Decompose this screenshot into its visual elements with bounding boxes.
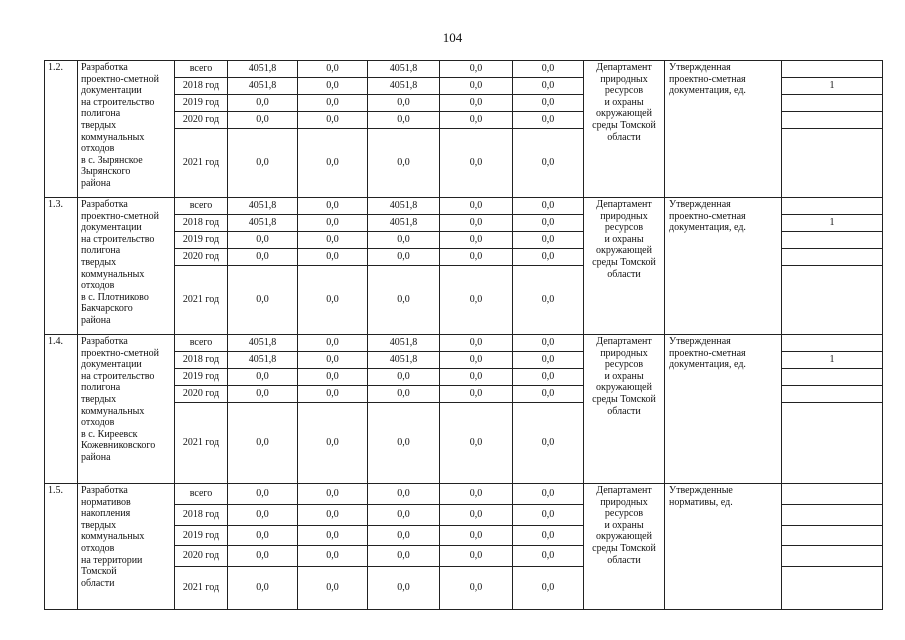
activity-name: Разработка нормативов накопления твердых коммунальных отходов на территории Томской области <box>78 484 175 610</box>
funding-value: 0,0 <box>513 403 584 484</box>
funding-value: 0,0 <box>228 129 298 198</box>
funding-value: 0,0 <box>368 129 440 198</box>
indicator-target-value <box>782 505 883 526</box>
funding-value: 0,0 <box>368 266 440 335</box>
funding-value: 0,0 <box>440 129 513 198</box>
indicator-target-value <box>782 386 883 403</box>
indicator-target-value <box>782 567 883 610</box>
responsible-department: Департамент природных ресурсов и охраны окружающей среды Томской области <box>584 335 665 484</box>
funding-value: 0,0 <box>513 352 584 369</box>
funding-value: 0,0 <box>513 61 584 78</box>
funding-value: 0,0 <box>513 232 584 249</box>
funding-value: 0,0 <box>513 567 584 610</box>
funding-value: 0,0 <box>513 369 584 386</box>
period-label: всего <box>175 198 228 215</box>
period-label: всего <box>175 484 228 505</box>
funding-value: 0,0 <box>440 112 513 129</box>
responsible-department: Департамент природных ресурсов и охраны окружающей среды Томской области <box>584 198 665 335</box>
funding-value: 4051,8 <box>228 78 298 95</box>
activity-name: Разработка проектно-сметной документации на строительство полигона твердых коммунальных отходов в с. Зырянское Зырянского района <box>78 61 175 198</box>
funding-value: 0,0 <box>228 112 298 129</box>
period-label: 2021 год <box>175 129 228 198</box>
funding-value: 0,0 <box>298 484 368 505</box>
funding-value: 0,0 <box>513 386 584 403</box>
funding-value: 0,0 <box>440 386 513 403</box>
period-label: 2019 год <box>175 232 228 249</box>
indicator-target-value <box>782 232 883 249</box>
funding-value: 0,0 <box>440 215 513 232</box>
indicator-target-value: 1 <box>782 78 883 95</box>
funding-value: 4051,8 <box>368 61 440 78</box>
funding-value: 0,0 <box>298 369 368 386</box>
funding-value: 0,0 <box>513 335 584 352</box>
funding-value: 0,0 <box>298 95 368 112</box>
period-label: 2020 год <box>175 386 228 403</box>
funding-value: 0,0 <box>228 567 298 610</box>
funding-value: 0,0 <box>440 369 513 386</box>
funding-value: 0,0 <box>513 95 584 112</box>
period-label: 2020 год <box>175 546 228 567</box>
funding-value: 4051,8 <box>228 61 298 78</box>
funding-value: 0,0 <box>440 505 513 526</box>
funding-value: 4051,8 <box>368 198 440 215</box>
indicator-target-value: 1 <box>782 352 883 369</box>
funding-value: 0,0 <box>513 112 584 129</box>
funding-value: 0,0 <box>298 403 368 484</box>
funding-value: 0,0 <box>440 546 513 567</box>
funding-value: 4051,8 <box>368 352 440 369</box>
indicator-target-value <box>782 369 883 386</box>
period-label: 2018 год <box>175 78 228 95</box>
funding-value: 0,0 <box>228 505 298 526</box>
period-label: всего <box>175 335 228 352</box>
funding-value: 4051,8 <box>228 352 298 369</box>
period-label: 2020 год <box>175 249 228 266</box>
funding-value: 0,0 <box>228 546 298 567</box>
funding-value: 0,0 <box>513 484 584 505</box>
responsible-department: Департамент природных ресурсов и охраны окружающей среды Томской области <box>584 484 665 610</box>
funding-value: 0,0 <box>298 567 368 610</box>
indicator-target-value <box>782 484 883 505</box>
result-indicator: Утвержденная проектно-сметная документация, ед. <box>665 198 782 335</box>
funding-value: 0,0 <box>513 249 584 266</box>
funding-value: 0,0 <box>228 526 298 546</box>
funding-value: 4051,8 <box>368 335 440 352</box>
funding-value: 0,0 <box>298 129 368 198</box>
page-number: 104 <box>442 30 463 45</box>
funding-value: 0,0 <box>298 526 368 546</box>
activity-name: Разработка проектно-сметной документации на строительство полигона твердых коммунальных отходов в с. Плотниково Бакчарского района <box>78 198 175 335</box>
result-indicator: Утвержденная проектно-сметная документация, ед. <box>665 335 782 484</box>
responsible-department: Департамент природных ресурсов и охраны окружающей среды Томской области <box>584 61 665 198</box>
funding-value: 0,0 <box>298 232 368 249</box>
result-indicator: Утвержденная проектно-сметная документация, ед. <box>665 61 782 198</box>
indicator-target-value <box>782 198 883 215</box>
funding-value: 0,0 <box>513 78 584 95</box>
funding-value: 0,0 <box>368 567 440 610</box>
funding-value: 0,0 <box>368 546 440 567</box>
indicator-target-value <box>782 95 883 112</box>
funding-value: 0,0 <box>368 95 440 112</box>
funding-value: 0,0 <box>298 352 368 369</box>
funding-value: 0,0 <box>228 95 298 112</box>
period-label: 2020 год <box>175 112 228 129</box>
funding-value: 0,0 <box>513 526 584 546</box>
period-label: 2018 год <box>175 505 228 526</box>
funding-value: 0,0 <box>298 78 368 95</box>
funding-value: 0,0 <box>440 335 513 352</box>
funding-value: 0,0 <box>440 78 513 95</box>
indicator-target-value <box>782 61 883 78</box>
funding-value: 0,0 <box>368 526 440 546</box>
funding-value: 0,0 <box>440 567 513 610</box>
period-label: 2018 год <box>175 215 228 232</box>
funding-value: 0,0 <box>513 505 584 526</box>
funding-value: 0,0 <box>368 112 440 129</box>
period-label: 2021 год <box>175 403 228 484</box>
activity-number: 1.4. <box>45 335 78 484</box>
funding-value: 0,0 <box>298 505 368 526</box>
funding-value: 0,0 <box>513 215 584 232</box>
table-row <box>45 484 883 505</box>
funding-value: 0,0 <box>440 198 513 215</box>
indicator-target-value <box>782 526 883 546</box>
indicator-target-value <box>782 546 883 567</box>
funding-value: 0,0 <box>298 266 368 335</box>
funding-value: 4051,8 <box>368 78 440 95</box>
funding-value: 0,0 <box>440 266 513 335</box>
program-activities-table <box>44 60 882 608</box>
table-row <box>45 335 883 352</box>
funding-value: 0,0 <box>228 266 298 335</box>
funding-value: 0,0 <box>440 526 513 546</box>
funding-value: 0,0 <box>368 249 440 266</box>
funding-value: 0,0 <box>440 61 513 78</box>
funding-value: 0,0 <box>513 266 584 335</box>
funding-value: 0,0 <box>228 369 298 386</box>
funding-value: 0,0 <box>298 249 368 266</box>
funding-value: 0,0 <box>368 403 440 484</box>
funding-value: 0,0 <box>440 95 513 112</box>
funding-value: 0,0 <box>298 215 368 232</box>
activity-number: 1.3. <box>45 198 78 335</box>
activities-table <box>44 60 883 610</box>
funding-value: 0,0 <box>368 505 440 526</box>
funding-value: 0,0 <box>440 352 513 369</box>
indicator-target-value <box>782 249 883 266</box>
funding-value: 0,0 <box>228 484 298 505</box>
period-label: 2019 год <box>175 526 228 546</box>
funding-value: 0,0 <box>228 403 298 484</box>
funding-value: 0,0 <box>368 369 440 386</box>
table-row <box>45 198 883 215</box>
funding-value: 0,0 <box>298 386 368 403</box>
indicator-target-value <box>782 129 883 198</box>
activity-number: 1.5. <box>45 484 78 610</box>
period-label: всего <box>175 61 228 78</box>
period-label: 2019 год <box>175 95 228 112</box>
funding-value: 0,0 <box>513 546 584 567</box>
funding-value: 0,0 <box>298 198 368 215</box>
funding-value: 4051,8 <box>228 198 298 215</box>
activity-name: Разработка проектно-сметной документации на строительство полигона твердых коммунальных отходов в с. Киреевск Кожевниковского района <box>78 335 175 484</box>
table-row <box>45 61 883 78</box>
funding-value: 0,0 <box>298 61 368 78</box>
funding-value: 0,0 <box>228 386 298 403</box>
indicator-target-value <box>782 112 883 129</box>
funding-value: 0,0 <box>298 546 368 567</box>
funding-value: 0,0 <box>513 198 584 215</box>
funding-value: 0,0 <box>298 335 368 352</box>
period-label: 2021 год <box>175 567 228 610</box>
funding-value: 0,0 <box>368 386 440 403</box>
funding-value: 0,0 <box>440 403 513 484</box>
funding-value: 0,0 <box>228 249 298 266</box>
funding-value: 0,0 <box>440 484 513 505</box>
funding-value: 0,0 <box>513 129 584 198</box>
activity-number: 1.2. <box>45 61 78 198</box>
funding-value: 4051,8 <box>228 335 298 352</box>
indicator-target-value: 1 <box>782 215 883 232</box>
funding-value: 0,0 <box>368 484 440 505</box>
funding-value: 0,0 <box>368 232 440 249</box>
indicator-target-value <box>782 266 883 335</box>
funding-value: 0,0 <box>440 249 513 266</box>
funding-value: 4051,8 <box>368 215 440 232</box>
funding-value: 4051,8 <box>228 215 298 232</box>
result-indicator: Утвержденные нормативы, ед. <box>665 484 782 610</box>
funding-value: 0,0 <box>440 232 513 249</box>
period-label: 2019 год <box>175 369 228 386</box>
funding-value: 0,0 <box>228 232 298 249</box>
period-label: 2021 год <box>175 266 228 335</box>
period-label: 2018 год <box>175 352 228 369</box>
indicator-target-value <box>782 403 883 484</box>
indicator-target-value <box>782 335 883 352</box>
funding-value: 0,0 <box>298 112 368 129</box>
